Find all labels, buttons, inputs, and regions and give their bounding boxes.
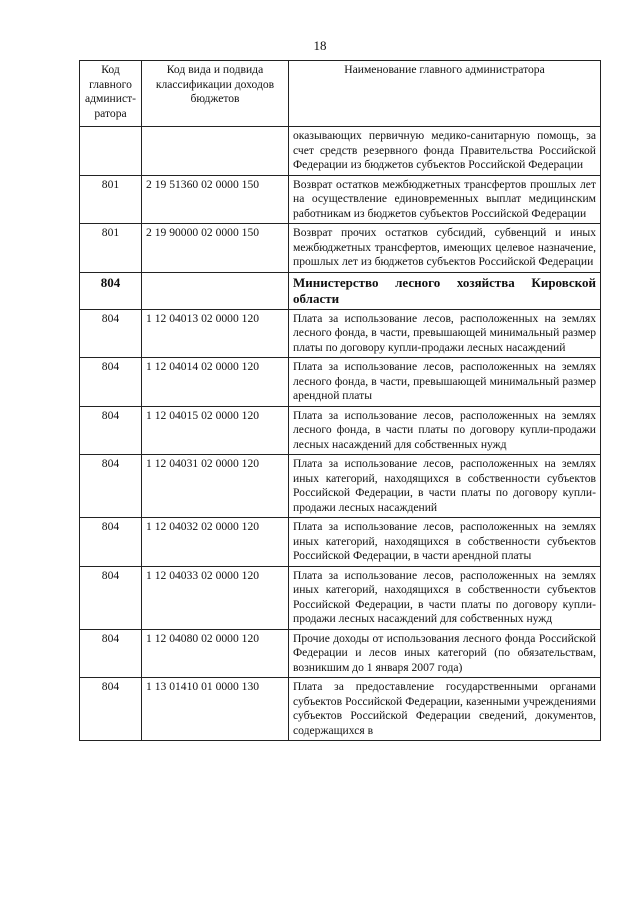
header-admin-code: Код главного админист-ратора [80, 61, 142, 127]
revenue-code-cell: 1 13 01410 01 0000 130 [142, 678, 289, 741]
table-row [80, 175, 601, 224]
admin-code-cell: 804 [80, 309, 142, 358]
admin-code-cell [80, 127, 142, 176]
table-row [80, 678, 601, 741]
admin-code-cell: 804 [80, 518, 142, 567]
revenue-administrators-table [79, 60, 601, 741]
admin-code-cell: 801 [80, 224, 142, 273]
table-row [80, 358, 601, 407]
admin-code-cell: 804 [80, 358, 142, 407]
header-revenue-code: Код вида и подвида классификации доходов бюджетов [142, 61, 289, 127]
header-admin-name: Наименование главного администратора [289, 61, 601, 127]
table-row [80, 518, 601, 567]
admin-code-cell: 804 [80, 406, 142, 455]
revenue-code-cell: 2 19 51360 02 0000 150 [142, 175, 289, 224]
revenue-code-cell: 1 12 04080 02 0000 120 [142, 629, 289, 678]
admin-code-cell: 804 [80, 566, 142, 629]
revenue-code-cell: 1 12 04013 02 0000 120 [142, 309, 289, 358]
admin-name-cell: Плата за использование лесов, расположенных на землях иных категорий, находящихся в собственности субъектов Российской Федерации, в части платы по договору купли-продажи лесных насаждений для собственных нужд [289, 566, 601, 629]
admin-code-cell: 804 [80, 272, 142, 309]
table-header-row [80, 61, 601, 127]
table-row [80, 406, 601, 455]
table-row [80, 309, 601, 358]
admin-code-cell: 804 [80, 629, 142, 678]
admin-name-cell: Плата за использование лесов, расположенных на землях лесного фонда, в части, превышающей минимальный размер арендной платы [289, 358, 601, 407]
admin-name-cell: Министерство лесного хозяйства Кировской области [289, 272, 601, 309]
admin-name-cell: Плата за предоставление государственными органами субъектов Российской Федерации, казенными учреждениями субъектов Российской Федерации сведений, документов, содержащихся в [289, 678, 601, 741]
revenue-code-cell: 1 12 04015 02 0000 120 [142, 406, 289, 455]
admin-name-cell: Возврат остатков межбюджетных трансфертов прошлых лет на осуществление единовременных выплат медицинским работникам из бюджетов субъектов Российской Федерации [289, 175, 601, 224]
page-number: 18 [313, 38, 327, 53]
admin-name-cell: Прочие доходы от использования лесного фонда Российской Федерации и лесов иных категорий (по обязательствам, возникшим до 1 января 2007 года) [289, 629, 601, 678]
admin-code-cell: 801 [80, 175, 142, 224]
admin-code-cell: 804 [80, 455, 142, 518]
table-row [80, 629, 601, 678]
admin-name-cell: Плата за использование лесов, расположенных на землях лесного фонда, в части, превышающей минимальный размер платы по договору купли-продажи лесных насаждений [289, 309, 601, 358]
revenue-code-cell: 1 12 04032 02 0000 120 [142, 518, 289, 567]
revenue-code-cell: 1 12 04033 02 0000 120 [142, 566, 289, 629]
revenue-code-cell: 1 12 04014 02 0000 120 [142, 358, 289, 407]
ministry-row [80, 272, 601, 309]
revenue-code-cell: 2 19 90000 02 0000 150 [142, 224, 289, 273]
admin-name-cell: оказывающих первичную медико-санитарную помощь, за счет средств резервного фонда Правительства Российской Федерации из бюджетов субъектов Российской Федерации [289, 127, 601, 176]
revenue-code-cell [142, 127, 289, 176]
revenue-code-cell [142, 272, 289, 309]
table-row [80, 455, 601, 518]
revenue-code-cell: 1 12 04031 02 0000 120 [142, 455, 289, 518]
admin-name-cell: Плата за использование лесов, расположенных на землях лесного фонда, в части платы по договору купли-продажи лесных насаждений для собственных нужд [289, 406, 601, 455]
table-row [80, 224, 601, 273]
table-row [80, 566, 601, 629]
admin-name-cell: Плата за использование лесов, расположенных на землях иных категорий, находящихся в собственности субъектов Российской Федерации, в части арендной платы [289, 518, 601, 567]
admin-code-cell: 804 [80, 678, 142, 741]
admin-name-cell: Возврат прочих остатков субсидий, субвенций и иных межбюджетных трансфертов, имеющих целевое назначение, прошлых лет из бюджетов субъектов Российской Федерации [289, 224, 601, 273]
table-row [80, 127, 601, 176]
admin-name-cell: Плата за использование лесов, расположенных на землях иных категорий, находящихся в собственности субъектов Российской Федерации, в части платы по договору купли-продажи лесных насаждений [289, 455, 601, 518]
